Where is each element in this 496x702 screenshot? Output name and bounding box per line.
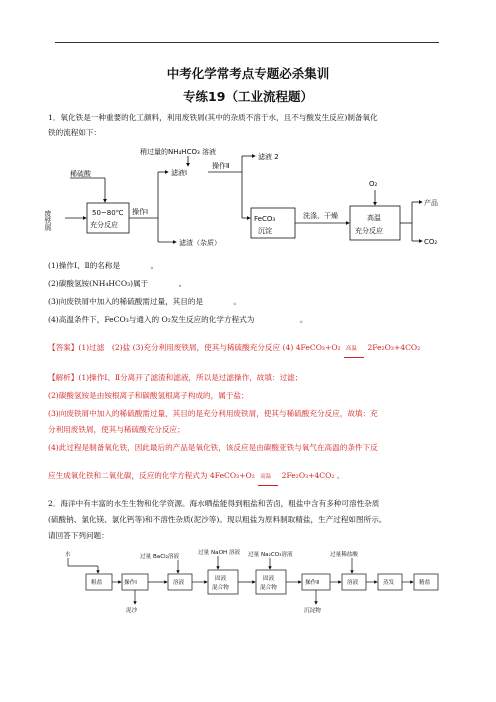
label-feco3: FeCO₃ <box>254 215 276 223</box>
box-evaporate: 蒸发 <box>383 580 395 586</box>
label-co2: CO₂ <box>424 238 438 246</box>
box-mix2-line2: 混合物 <box>260 585 277 591</box>
label-product: 产品 <box>424 199 438 207</box>
page-title: 中考化学常考点专题必杀集训 <box>166 66 330 81</box>
q1-question-2: (2)碳酸氢铵(NH₄HCO₃)属于 。 <box>48 279 187 288</box>
label-mud: 泥沙 <box>126 608 138 614</box>
answer-eq-condition: 高温 <box>346 346 357 352</box>
label-acid: 稀硫酸 <box>70 170 91 178</box>
q1-question-1: (1)操作Ⅰ、Ⅱ的名称是 。 <box>48 261 159 270</box>
box-refined-salt: 精盐 <box>419 580 431 586</box>
label-precip: 沉淀 <box>258 227 272 235</box>
label-op1: 操作Ⅰ <box>132 208 149 216</box>
q2-intro-3: 请回答下列问题： <box>48 531 109 540</box>
q1-intro-line2: 铁的流程如下： <box>48 128 102 137</box>
label-naoh: 过量 NaOH 溶液 <box>198 550 241 556</box>
label-nh4hco3: 稍过量的NH₄HCO₃ 溶液 <box>140 148 216 156</box>
box-mix1-line2: 混合物 <box>212 585 229 591</box>
q1-analysis-2: (2)碳酸氢铵是由铵根离子和碳酸氢根离子构成的，属于盐； <box>48 391 249 400</box>
analysis-eq-condition: 高温 <box>260 474 271 480</box>
box-solution1: 溶液 <box>173 580 185 586</box>
q1-analysis-3: (3)向废铁屑中加入的稀硫酸需过量，其目的是充分利用废铁屑，使其与稀硫酸充分反应，故填：充 <box>48 409 378 418</box>
q2-intro-1: 2．海洋中有丰富的水生生物和化学资源。海水晒盐能得到粗盐和苦卤，粗盐中含有多种可溶性杂质 <box>48 499 380 508</box>
label-op2: 操作Ⅱ <box>212 162 230 170</box>
box-solution2: 溶液 <box>347 580 359 586</box>
label-high-temp: 高温 <box>367 214 381 222</box>
answer-eq-products: 2Fe₂O₃+4CO₂ <box>367 343 421 352</box>
q2-flow-diagram <box>60 548 440 620</box>
q1-analysis-4: 分利用废铁屑，使其与稀硫酸充分反应； <box>48 425 185 434</box>
q1-analysis-6 <box>48 468 448 483</box>
q1-flow-diagram <box>40 146 460 258</box>
q2-intro-2: (硫酸钠、氯化镁、氯化钙等)和不溶性杂质(泥沙等)。现以粗盐为原料制取精盐，生产过程如图所示。 <box>48 515 387 524</box>
q1-answer <box>48 340 448 355</box>
box-crude-salt: 粗盐 <box>91 580 103 586</box>
box-op2: 操作Ⅱ <box>305 580 319 586</box>
box-mix1-line1: 固液 <box>215 576 227 582</box>
q1-question-4: (4)高温条件下，FeCO₃与通入的 O₂发生反应的化学方程式为 。 <box>48 315 308 324</box>
label-water: 水 <box>65 552 71 558</box>
page-subtitle: 专练19（工业流程题） <box>183 89 313 104</box>
label-o2: O₂ <box>369 180 378 188</box>
answer-text: 【答案】(1)过滤 (2)盐 (3)充分利用废铁屑，使其与稀硫酸充分反应 (4) 4FeCO₃+O₂ <box>48 343 341 352</box>
label-wash-dry: 洗涤、干燥 <box>303 212 338 220</box>
analysis-eq-products: 2Fe₂O₃+4CO₂ 。 <box>281 471 345 480</box>
label-na2co3: 过量 Na₂CO₃溶液 <box>248 552 293 558</box>
q1-question-3: (3)向废铁屑中加入的稀硫酸需过量，其目的是 。 <box>48 297 242 306</box>
label-precipitate: 沉淀物 <box>304 608 321 614</box>
label-bacl2: 过量 BaCl₂溶液 <box>140 554 180 560</box>
label-react: 充分反应 <box>90 221 118 229</box>
q1-intro-line1: 1．氧化铁是一种重要的化工颜料，利用废铁屑(其中的杂质不溶于水，且不与酸发生反应)制备氧化 <box>48 113 378 122</box>
q1-analysis-1: 【解析】(1)操作Ⅰ、Ⅱ分离开了滤渣和滤液，所以是过滤操作，故填：过滤； <box>48 373 303 382</box>
label-react2: 充分反应 <box>355 227 383 235</box>
label-residue: 滤渣（杂质） <box>179 239 221 247</box>
box-mix2-line1: 固液 <box>263 576 275 582</box>
q1-analysis-5: (4)此过程是制备氧化铁，因此最后的产品是氧化铁，该反应是由碳酸亚铁与氧气在高温的条件下反 <box>48 443 378 452</box>
label-hcl: 过量稀盐酸 <box>330 552 358 558</box>
analysis-text: 应生成氧化铁和二氧化碳，反应的化学方程式为 4FeCO₃+O₂ <box>48 471 255 480</box>
label-scrap: 废铁屑 <box>44 210 52 231</box>
box-op1: 操作Ⅰ <box>124 580 137 586</box>
label-temp: 50~80℃ <box>92 209 124 217</box>
header-rule <box>55 42 439 43</box>
label-filtrate2: 滤液 2 <box>258 153 279 161</box>
label-filtrate1: 滤液Ⅰ <box>171 169 188 177</box>
